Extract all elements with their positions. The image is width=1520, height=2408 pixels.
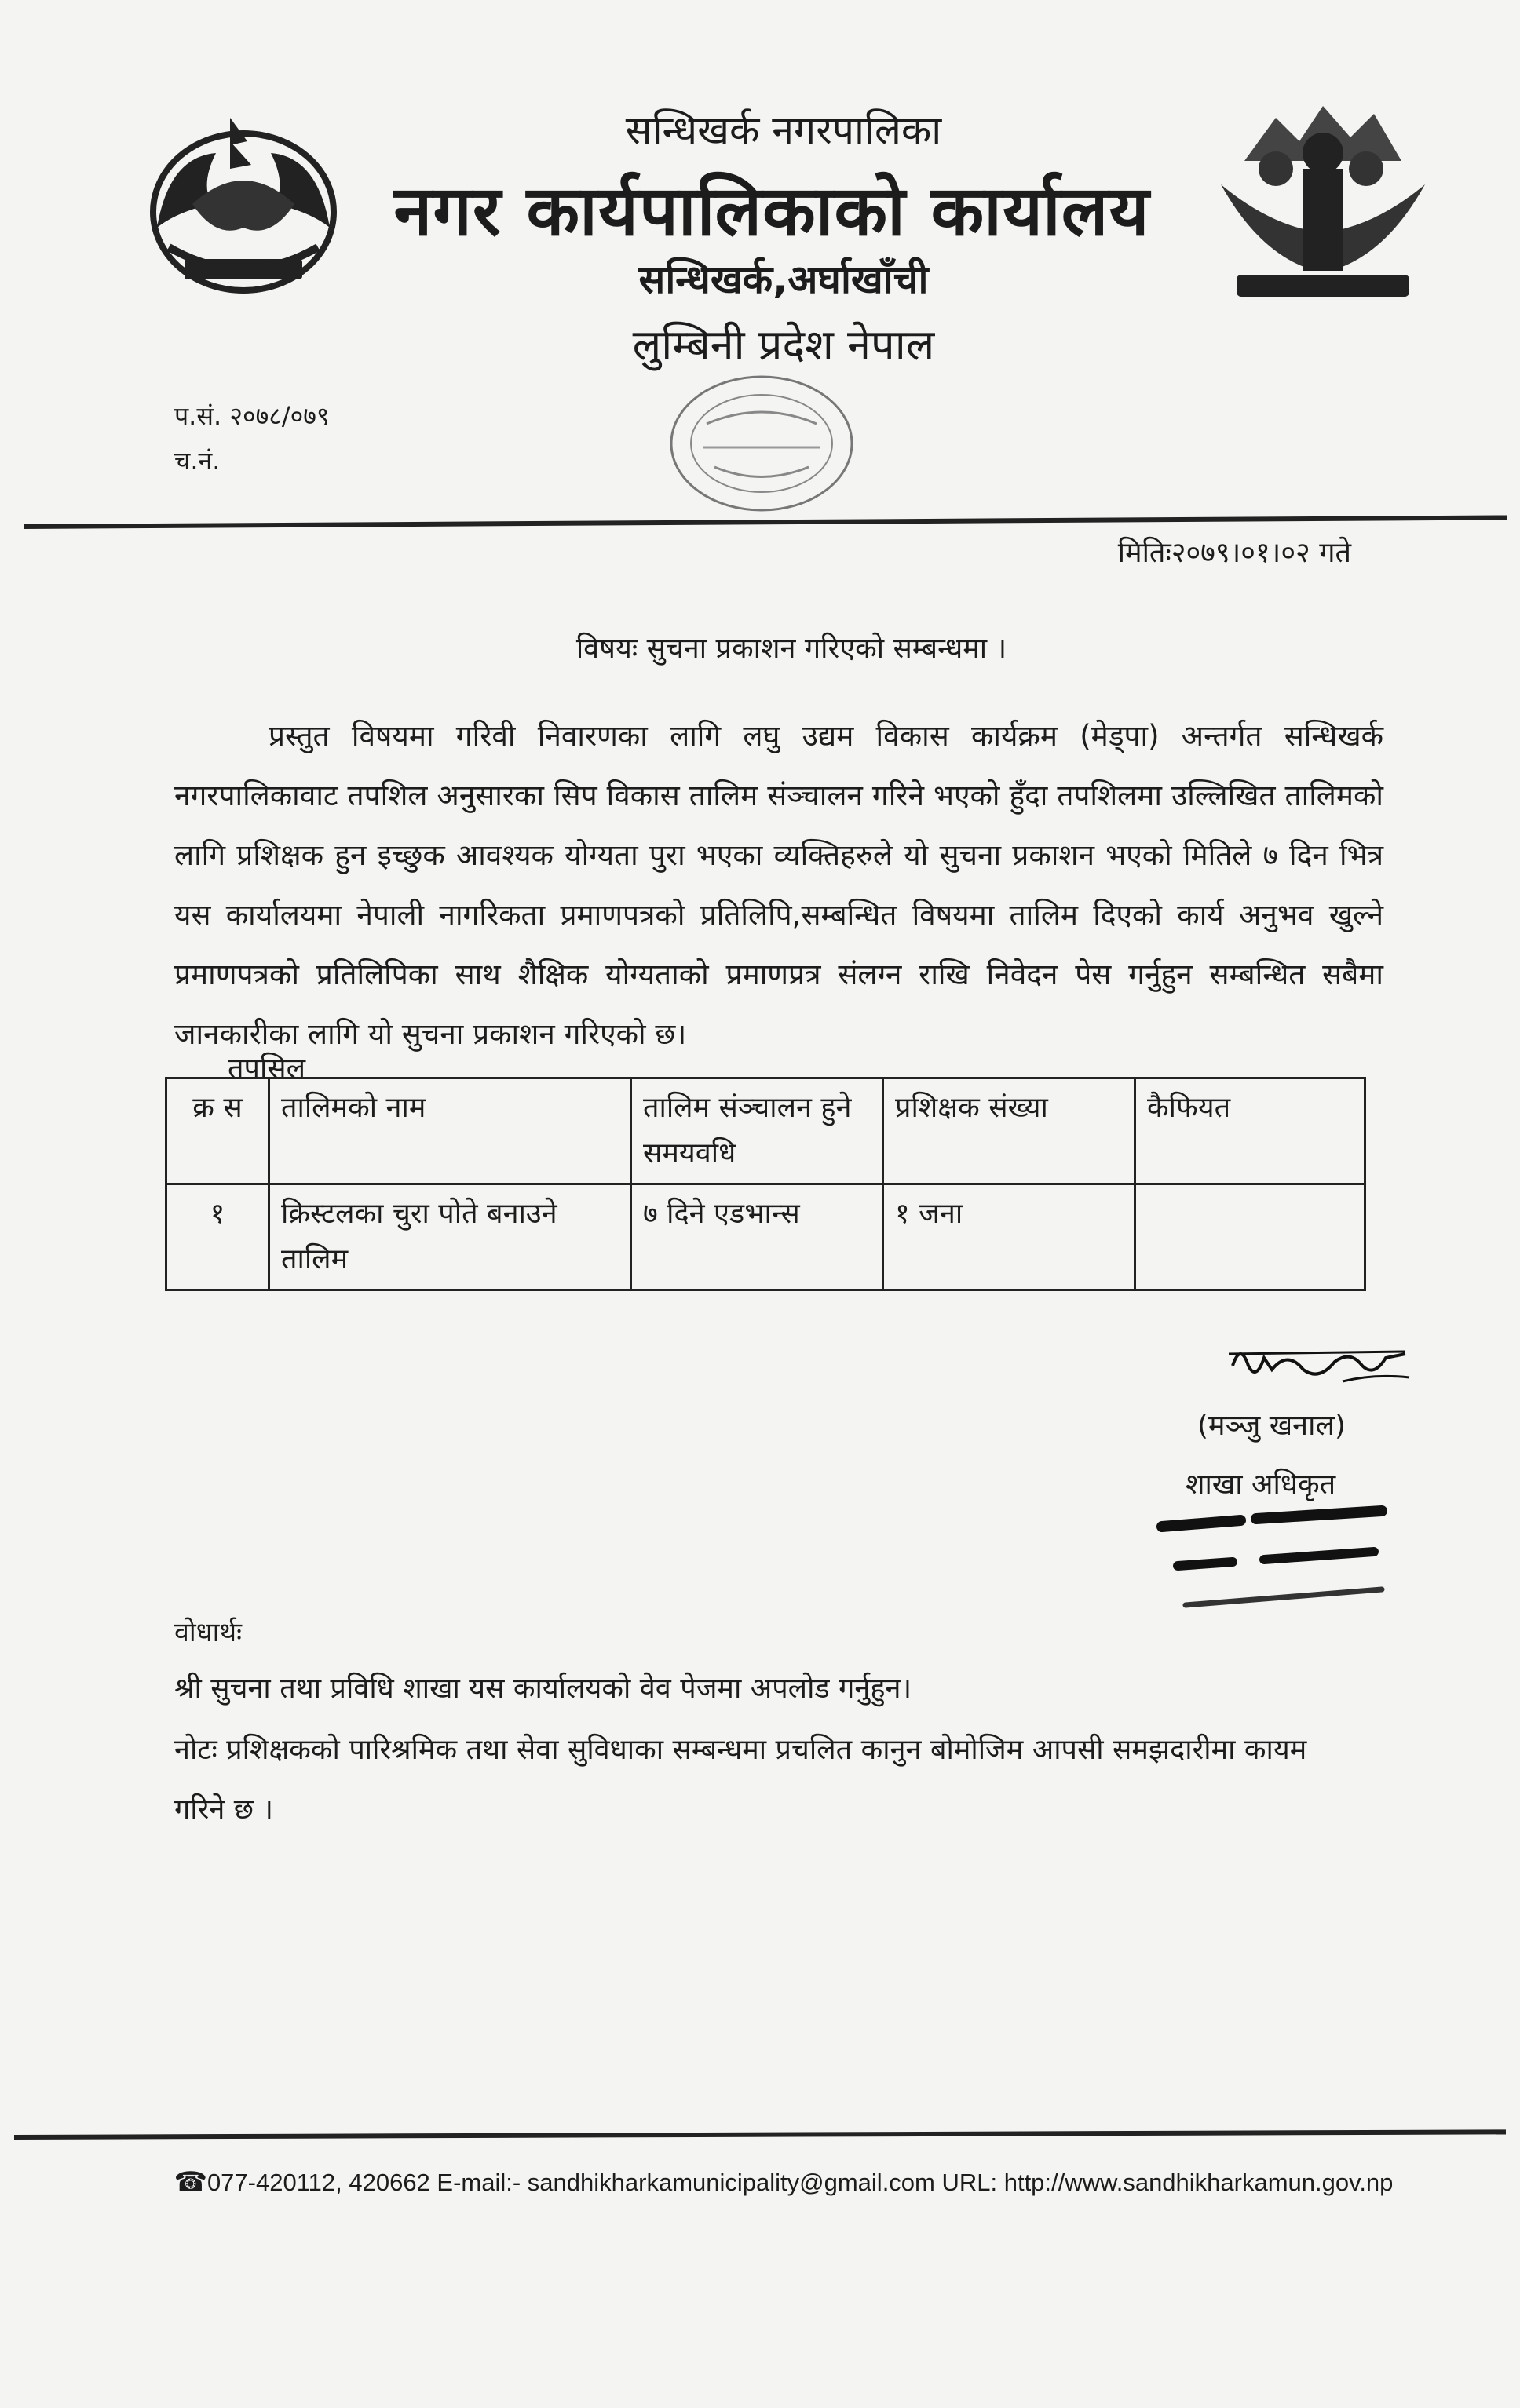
reference-number: प.सं. २०७८/०७९	[174, 401, 330, 431]
cell-remarks	[1135, 1184, 1365, 1290]
cell-serial: १	[166, 1184, 269, 1290]
municipality-name: सन्धिखर्क नगरपालिका	[625, 108, 942, 153]
letter-date: मितिः२०७९।०१।०२ गते	[1117, 537, 1351, 569]
office-location: सन्धिखर्क,अर्घाखाँची	[638, 257, 929, 302]
footer-divider	[14, 2129, 1506, 2140]
header-trainer-count: प्रशिक्षक संख्या	[883, 1078, 1135, 1184]
header-serial: क्र स	[166, 1078, 269, 1184]
cc-recipient: श्री सुचना तथा प्रविधि शाखा यस कार्यालयको वेव पेजमा अपलोड गर्नुहुन।	[174, 1673, 912, 1705]
phone-icon: ☎	[174, 2167, 207, 2197]
signer-designation: शाखा अधिकृत	[1186, 1469, 1336, 1501]
table-row	[166, 1184, 1365, 1290]
table-header-row	[166, 1078, 1365, 1184]
cell-duration: ७ दिने एडभान्स	[631, 1184, 883, 1290]
office-title: नगर कार्यपालिकाको कार्यालय	[393, 170, 1150, 251]
municipality-logo	[1213, 75, 1433, 302]
signer-name: (मञ्जु खनाल)	[1197, 1410, 1346, 1442]
letter-note: नोटः प्रशिक्षकको पारिश्रमिक तथा सेवा सुविधाका सम्बन्धमा प्रचलित कानुन बोमोजिम आपसी समझदारीमा कायम गरिने छ ।	[174, 1734, 1307, 1826]
province-name: लुम्बिनी प्रदेश नेपाल	[632, 320, 935, 370]
signature-stamp	[1146, 1503, 1398, 1629]
office-stamp	[663, 369, 860, 518]
table-caption: तपसिल	[228, 1053, 306, 1085]
training-table	[165, 1077, 1366, 1291]
cell-training-name: क्रिस्टलका चुरा पोते बनाउने तालिम	[269, 1184, 631, 1290]
cell-trainer-count: १ जना	[883, 1184, 1135, 1290]
contact-text: 077-420112, 420662 E-mail:- sandhikharkamunicipality@gmail.com URL: http://www.sandhikharkamun.gov.np	[206, 2169, 1394, 2196]
letter-body: प्रस्तुत विषयमा गरिवी निवारणका लागि लघु उद्यम विकास कार्यक्रम (मेड्पा) अन्तर्गत सन्धिखर्क नगरपालिकावाट तपशिल अनुसारका सिप विकास तालिम संञ्चालन गरिने भएको हुँदा तपशिलमा उल्लिखित तालिमको लागि प्रशिक्षक हुन इच्छुक आवश्यक योग्यता पुरा भएका व्यक्तिहरुले यो सुचना प्रकाशन भएको मितिले ७ दिन भित्र यस कार्यालयमा नेपाली नागरिकता प्रमाणपत्रको प्रतिलिपि,सम्बन्धित विषयमा तालिम दिएको कार्य अनुभव खुल्ने प्रमाणपत्रको प्रतिलिपिका साथ शैक्षिक योग्यताको प्रमाणप्रत्र संलग्न राखि निवेदन पेस गर्नुहुन सम्बन्धित सबैमा जानकारीका लागि यो सुचना प्रकाशन गरिएको छ।	[174, 719, 1383, 1051]
letter-subject: विषयः सुचना प्रकाशन गरिएको सम्बन्धमा ।	[575, 633, 1007, 665]
header-training-name: तालिमको नाम	[269, 1078, 631, 1184]
dispatch-number: च.नं.	[174, 446, 221, 476]
handwritten-signature	[1225, 1334, 1413, 1397]
header-duration: तालिम संञ्चालन हुने समयवधि	[631, 1078, 883, 1184]
cc-label: वोधार्थः	[174, 1617, 243, 1648]
footer-contact	[0, 2166, 1520, 2198]
header-remarks: कैफियत	[1135, 1078, 1365, 1184]
